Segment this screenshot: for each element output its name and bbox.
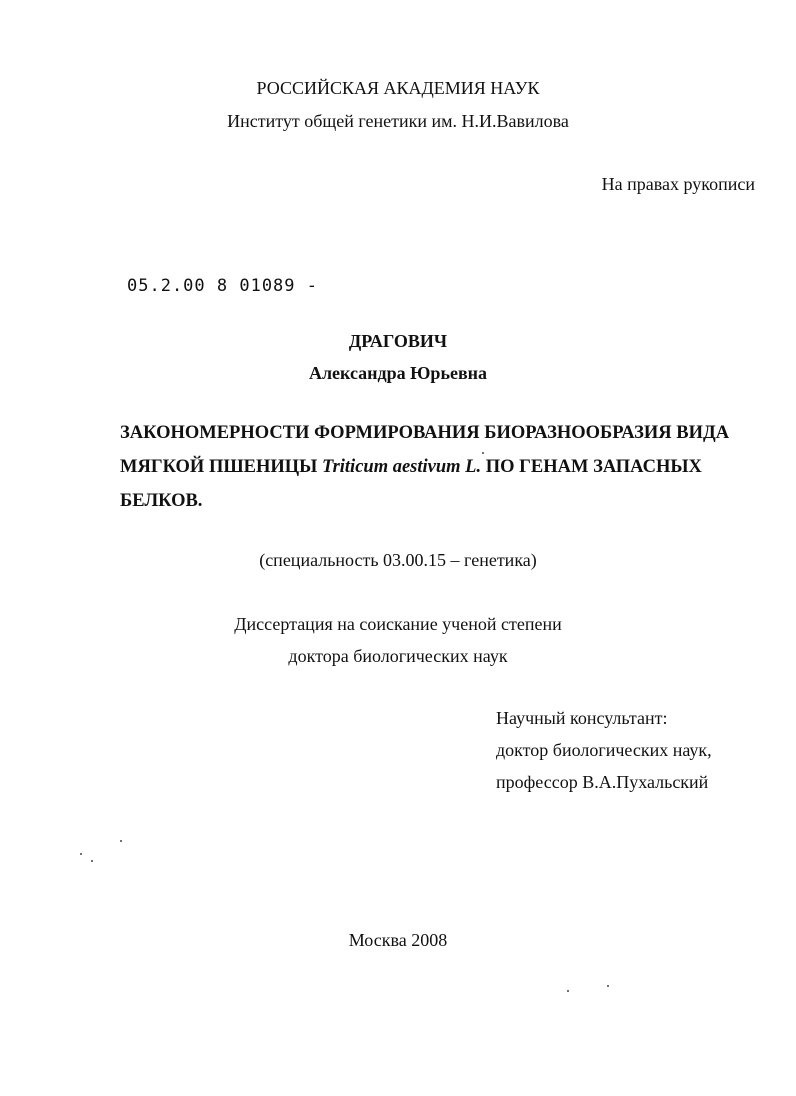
advisor-label: Научный консультант: [496, 708, 668, 728]
stamp-code: 05.2.00 8 01089 - [127, 276, 318, 296]
advisor-degree: доктор биологических наук, [496, 740, 712, 760]
author-surname: ДРАГОВИЧ [348, 331, 448, 351]
scan-speck [607, 985, 609, 987]
place-and-year: Москва 2008 [348, 930, 448, 950]
scan-speck [482, 452, 484, 454]
dissertation-line-1: Диссертация на соискание ученой степени [234, 614, 562, 634]
title-part-2: ПО ГЕНАМ ЗАПАСНЫХ БЕЛКОВ. [120, 457, 702, 511]
scan-speck [80, 853, 82, 855]
rights-notice: На правах рукописи [601, 174, 755, 194]
author-given-names: Александра Юрьевна [308, 363, 488, 383]
dissertation-line-2: доктора биологических наук [288, 646, 508, 666]
scan-speck [567, 990, 569, 992]
advisor-name: профессор В.А.Пухальский [496, 772, 709, 792]
dissertation-title [120, 416, 760, 518]
title-species: Triticum aestivum L. [321, 457, 482, 477]
title-part-1: ЗАКОНОМЕРНОСТИ ФОРМИРОВАНИЯ БИОРАЗНООБРАЗИЯ ВИДА МЯГКОЙ ПШЕНИЦЫ [120, 423, 730, 477]
scan-speck [91, 860, 93, 862]
organization-name: РОССИЙСКАЯ АКАДЕМИЯ НАУК [256, 78, 540, 98]
specialty: (специальность 03.00.15 – генетика) [259, 550, 537, 570]
institute-name: Институт общей генетики им. Н.И.Вавилова [227, 111, 569, 131]
scan-speck [120, 840, 122, 842]
